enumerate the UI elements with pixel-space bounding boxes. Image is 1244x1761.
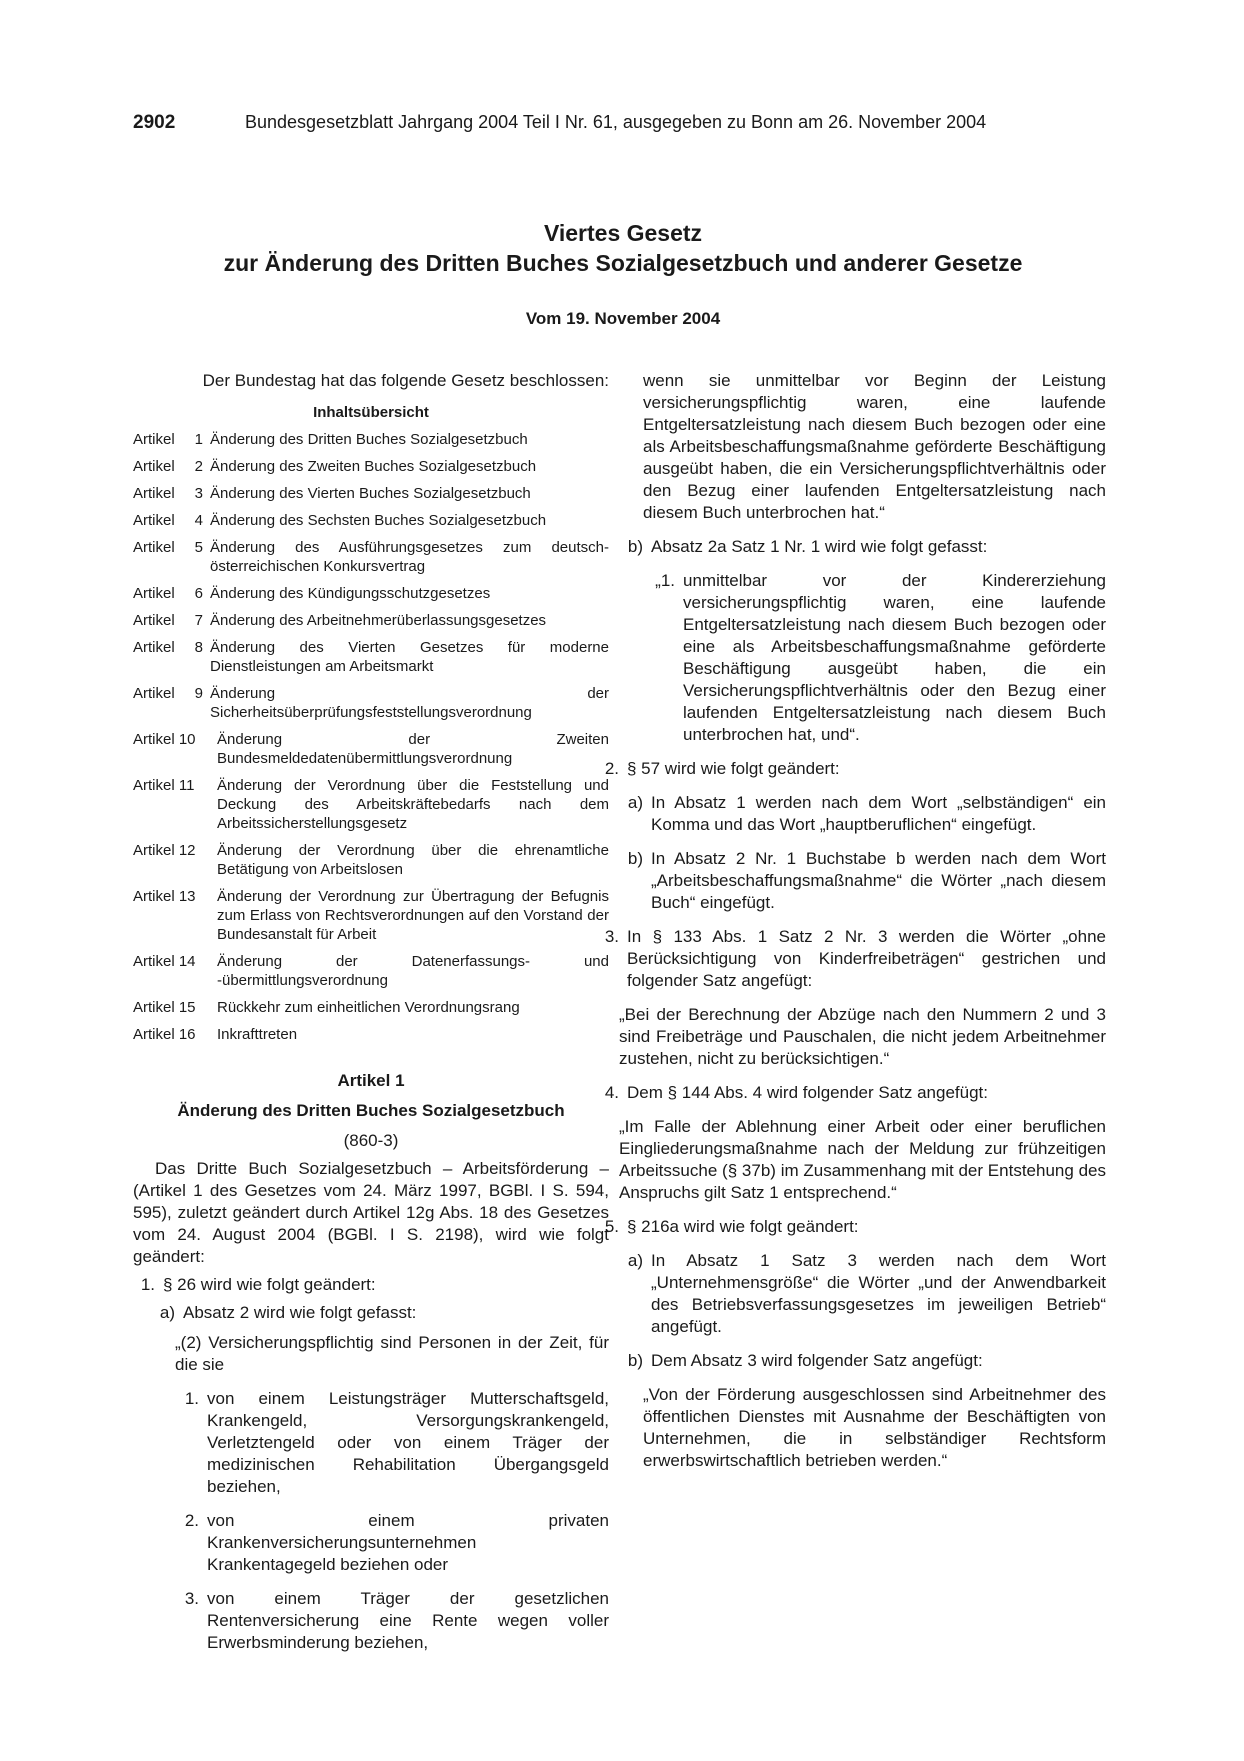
item-text: § 26 wird wie folgt geändert: — [163, 1275, 376, 1294]
item-text: § 216a wird wie folgt geändert: — [627, 1217, 859, 1236]
toc-row — [133, 887, 609, 944]
law-title-line1: Viertes Gesetz — [543, 220, 703, 246]
toc-article-label: Artikel 14 — [133, 953, 196, 970]
list-item — [175, 1388, 609, 1498]
toc-article-label: Artikel 11 — [133, 777, 195, 794]
toc-entry-text: Änderung der Verordnung über die Feststellung und Deckung des Arbeitskräftebedarfs nach dem Arbeitssicherstellungsgesetz — [217, 777, 609, 832]
toc-row — [133, 998, 609, 1017]
toc-entry-text: Änderung des Zweiten Buches Sozialgesetzbuch — [210, 458, 537, 475]
toc-row — [133, 684, 609, 722]
item-text: Absatz 2a Satz 1 Nr. 1 wird wie folgt gefasst: — [651, 537, 988, 556]
item-label: 4. — [604, 1083, 619, 1102]
running-title: Bundesgesetzblatt Jahrgang 2004 Teil I Nr. 61, ausgegeben zu Bonn am 26. November 2004 — [245, 112, 987, 132]
item-label: 3. — [604, 927, 619, 946]
toc-article-label: Artikel — [133, 512, 175, 529]
toc-row — [133, 611, 609, 630]
law-title-line2: zur Änderung des Dritten Buches Sozialgesetzbuch und anderer Gesetze — [223, 250, 1023, 276]
item-text: In § 133 Abs. 1 Satz 2 Nr. 3 werden die Wörter „ohne Berücksichtigung von Kinderfreibeträgen“ gestrichen und folgender Satz angefügt: — [627, 927, 1106, 990]
right-column — [604, 370, 1106, 1472]
toc-article-number: 3 — [194, 485, 203, 502]
item-text: § 57 wird wie folgt geändert: — [627, 759, 840, 778]
article-1-heading: Artikel 1 — [337, 1071, 405, 1090]
continued-text: wenn sie unmittelbar vor Beginn der Leistung versicherungspflichtig waren, eine laufende Entgeltersatzleistung nach diesem Buch bezogen oder eine als Arbeitsbeschaffungsmaßnahme geförderte Beschäftigung ausgeübt haben, die ein Versicherungspflichtverhältnis oder den Bezug einer laufenden Entgeltersatzleistung nach diesem Buch unterbrochen hat.“ — [643, 371, 1106, 522]
quoted-text: „Bei der Berechnung der Abzüge nach den Nummern 2 und 3 sind Freibeträge und Pauschalen, die nicht jedem Arbeitnehmer zustehen, nicht zu berücksichtigen.“ — [619, 1005, 1106, 1068]
item-text: von einem Träger der gesetzlichen Rentenversicherung eine Rente wegen voller Erwerbsminderung beziehen, — [207, 1589, 609, 1652]
item-label: „1. — [655, 571, 675, 590]
toc-entry-text: Änderung des Ausführungsgesetzes zum deutsch-österreichischen Konkursvertrag — [210, 539, 609, 575]
list-item — [643, 570, 1106, 746]
item-text: In Absatz 1 werden nach dem Wort „selbständigen“ ein Komma und das Wort „hauptberuflichen“ eingefügt. — [651, 793, 1106, 834]
toc-article-label: Artikel 16 — [133, 1026, 196, 1043]
sub-items — [133, 1388, 609, 1654]
toc-article-label: Artikel — [133, 585, 175, 602]
toc-article-number: 8 — [194, 639, 203, 656]
toc-entry-text: Änderung des Dritten Buches Sozialgesetzbuch — [210, 431, 528, 448]
item-label: b) — [627, 849, 643, 868]
toc-row — [133, 430, 609, 449]
list-item — [619, 1250, 1106, 1338]
item-text: Dem Absatz 3 wird folgender Satz angefügt: — [651, 1351, 983, 1370]
item-label: 3. — [184, 1589, 199, 1608]
toc-article-label: Artikel — [133, 639, 175, 656]
list-item — [175, 1588, 609, 1654]
toc-article-number: 5 — [194, 539, 203, 556]
item-label: a) — [627, 793, 643, 812]
item-label: b) — [627, 537, 643, 556]
toc-row — [133, 457, 609, 476]
toc-row — [133, 484, 609, 503]
toc-article-label: Artikel — [133, 612, 175, 629]
item-text: In Absatz 2 Nr. 1 Buchstabe b werden nach dem Wort „Arbeitsbeschaffungsmaßnahme“ die Wörter „nach diesem Buch“ eingefügt. — [651, 849, 1106, 912]
toc-entry-text: Änderung der Verordnung über die ehrenamtliche Betätigung von Arbeitslosen — [217, 842, 609, 878]
item-label: 1. — [184, 1389, 199, 1408]
toc-entry-text: Änderung der Verordnung zur Übertragung der Befugnis zum Erlass von Rechtsverordnungen auf den Vorstand der Bundesanstalt für Arbeit — [217, 888, 609, 943]
toc-article-label: Artikel 15 — [133, 999, 196, 1016]
quoted-text: „Von der Förderung ausgeschlossen sind Arbeitnehmer des öffentlichen Dienstes mit Ausnahme der Beschäftigten von Unternehmen, die in selbständiger Rechtsform erwerbswirtschaftlich betrieben werden.“ — [643, 1385, 1106, 1470]
toc-row — [133, 511, 609, 530]
toc-article-label: Artikel — [133, 485, 175, 502]
quoted-text: „(2) Versicherungspflichtig sind Personen in der Zeit, für die sie — [175, 1333, 609, 1374]
toc-row — [133, 638, 609, 676]
toc-article-label: Artikel 12 — [133, 842, 196, 859]
list-item — [619, 536, 1106, 558]
toc-row — [133, 730, 609, 768]
item-text: unmittelbar vor der Kindererziehung versicherungspflichtig waren, eine laufende Entgeltersatzleistung nach diesem Buch bezogen oder eine als Arbeitsbeschaffungsmaßnahme geförderte Beschäftigung ausgeübt haben, die ein Versicherungspflichtverhältnis oder den Bezug einer laufenden Entgeltersatzleistung nach diesem Buch unterbrochen hat, und“. — [683, 571, 1106, 744]
toc-row — [133, 952, 609, 990]
article-1-subheading: Änderung des Dritten Buches Sozialgesetzbuch — [177, 1101, 565, 1120]
list-item — [175, 1510, 609, 1576]
law-date: Vom 19. November 2004 — [525, 309, 721, 328]
enactment-intro: Der Bundestag hat das folgende Gesetz beschlossen: — [202, 371, 609, 390]
list-item — [133, 1274, 609, 1296]
list-item — [153, 1302, 609, 1324]
toc-entry-text: Änderung des Vierten Gesetzes für moderne Dienstleistungen am Arbeitsmarkt — [210, 639, 609, 675]
toc-row — [133, 841, 609, 879]
page-number: 2902 — [133, 112, 176, 133]
law-title-block — [133, 218, 1113, 329]
toc-article-number: 9 — [194, 685, 203, 702]
quoted-text: „Im Falle der Ablehnung einer Arbeit oder einer beruflichen Eingliederungsmaßnahme nach der Meldung zur frühzeitigen Arbeitssuche (§ 37b) im Zusammenhang mit der Entstehung des Anspruchs gilt Satz 1 entsprechend.“ — [619, 1117, 1106, 1202]
item-label: a) — [627, 1251, 643, 1270]
toc-article-label: Artikel 13 — [133, 888, 196, 905]
item-text: von einem Leistungsträger Mutterschaftsgeld, Krankengeld, Versorgungskrankengeld, Verletztengeld oder von einem Träger der medizinischen Rehabilitation Übergangsgeld beziehen, — [207, 1389, 609, 1496]
toc-article-number: 1 — [194, 431, 203, 448]
list-item — [597, 926, 1106, 992]
table-of-contents — [133, 430, 609, 1044]
item-text: In Absatz 1 Satz 3 werden nach dem Wort „Unternehmensgröße“ die Wörter „und der Anwendbarkeit des Betriebsverfassungsgesetzes im jeweiligen Betrieb“ angefügt. — [651, 1251, 1106, 1336]
item-text: von einem privaten Krankenversicherungsunternehmen Krankentagegeld beziehen oder — [207, 1511, 609, 1574]
item-label: b) — [627, 1351, 643, 1370]
toc-row — [133, 1025, 609, 1044]
toc-entry-text: Änderung des Arbeitnehmerüberlassungsgesetzes — [210, 612, 547, 629]
toc-article-label: Artikel — [133, 458, 175, 475]
toc-entry-text: Änderung der Datenerfassungs- und -übermittlungsverordnung — [217, 953, 609, 989]
item-label: a) — [159, 1303, 175, 1322]
list-item — [597, 758, 1106, 780]
list-item — [619, 792, 1106, 836]
list-item — [619, 848, 1106, 914]
toc-entry-text: Änderung der Sicherheitsüberprüfungsfeststellungsverordnung — [210, 685, 609, 721]
item-label: 2. — [604, 759, 619, 778]
toc-entry-text: Änderung des Vierten Buches Sozialgesetzbuch — [210, 485, 531, 502]
list-item — [597, 1082, 1106, 1104]
toc-entry-text: Änderung des Sechsten Buches Sozialgesetzbuch — [210, 512, 547, 529]
item-label: 2. — [184, 1511, 199, 1530]
toc-entry-text: Inkrafttreten — [217, 1026, 298, 1043]
list-item — [619, 1350, 1106, 1372]
toc-row — [133, 584, 609, 603]
toc-article-number: 4 — [194, 512, 203, 529]
toc-article-label: Artikel — [133, 431, 175, 448]
toc-article-label: Artikel — [133, 685, 175, 702]
toc-article-label: Artikel — [133, 539, 175, 556]
toc-entry-text: Änderung der Zweiten Bundesmeldedatenübermittlungsverordnung — [217, 731, 609, 767]
toc-row — [133, 538, 609, 576]
toc-entry-text: Änderung des Kündigungsschutzgesetzes — [210, 585, 491, 602]
toc-article-number: 2 — [194, 458, 203, 475]
toc-entry-text: Rückkehr zum einheitlichen Verordnungsrang — [217, 999, 520, 1016]
toc-row — [133, 776, 609, 833]
article-1-fna: (860-3) — [343, 1131, 399, 1150]
list-item — [597, 1216, 1106, 1238]
item-text: Dem § 144 Abs. 4 wird folgender Satz angefügt: — [627, 1083, 989, 1102]
toc-article-number: 6 — [194, 585, 203, 602]
left-column — [133, 370, 609, 1654]
article-1-intro: Das Dritte Buch Sozialgesetzbuch – Arbeitsförderung – (Artikel 1 des Gesetzes vom 24. März 1997, BGBl. I S. 594, 595), zuletzt geändert durch Artikel 12g Abs. 18 des Gesetzes vom 24. August 2004 (BGBl. I S. 2198), wird wie folgt geändert: — [133, 1159, 609, 1266]
item-text: Absatz 2 wird wie folgt gefasst: — [183, 1303, 417, 1322]
toc-article-label: Artikel 10 — [133, 731, 196, 748]
toc-heading: Inhaltsübersicht — [313, 404, 429, 421]
toc-article-number: 7 — [194, 612, 203, 629]
item-label: 5. — [604, 1217, 619, 1236]
item-label: 1. — [140, 1275, 155, 1294]
